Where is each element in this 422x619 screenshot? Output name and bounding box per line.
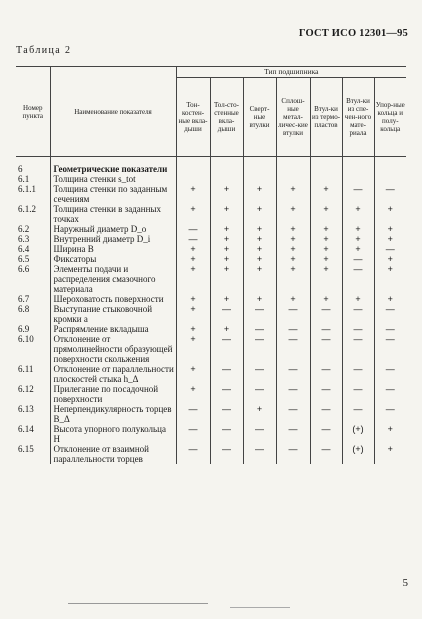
applicability-mark: — — [342, 334, 374, 364]
applicability-mark: + — [176, 324, 210, 334]
applicability-mark: — — [210, 424, 243, 444]
applicability-mark: + — [210, 294, 243, 304]
applicability-mark: + — [243, 234, 276, 244]
bearing-properties-table — [16, 66, 406, 464]
table-row — [16, 204, 406, 224]
applicability-mark: + — [176, 334, 210, 364]
applicability-mark: — — [342, 384, 374, 404]
applicability-mark: + — [210, 254, 243, 264]
applicability-mark: + — [374, 294, 406, 304]
applicability-mark: + — [176, 364, 210, 384]
row-number: 6.1.2 — [18, 204, 36, 214]
table-row — [16, 294, 406, 304]
applicability-mark: + — [176, 304, 210, 324]
table-row — [16, 184, 406, 204]
applicability-mark: — — [243, 364, 276, 384]
applicability-mark: + — [342, 224, 374, 234]
applicability-mark: — — [342, 254, 374, 264]
applicability-mark: + — [310, 184, 342, 204]
row-number: 6.10 — [18, 334, 34, 344]
applicability-mark: — — [243, 444, 276, 464]
row-name: Толщина стенки s_tot — [50, 174, 176, 184]
table-row — [16, 304, 406, 324]
applicability-mark: + — [374, 254, 406, 264]
row-name: Толщина стенки по заданным сечениям — [50, 184, 176, 204]
table-row — [16, 404, 406, 424]
footer-rule — [230, 607, 290, 609]
applicability-mark: + — [342, 234, 374, 244]
applicability-mark: + — [176, 264, 210, 294]
row-number: 6.1 — [18, 174, 30, 184]
applicability-mark: + — [276, 244, 310, 254]
row-name: Шероховатость поверхности — [50, 294, 176, 304]
applicability-mark: — — [210, 334, 243, 364]
col-header-type: Тол-сто-стенные вкла-дыши — [210, 78, 243, 157]
table-row — [16, 234, 406, 244]
applicability-mark: — — [374, 404, 406, 424]
applicability-mark: — — [243, 424, 276, 444]
applicability-mark: + — [176, 254, 210, 264]
applicability-mark: — — [210, 364, 243, 384]
row-name: Наружный диаметр D_o — [50, 224, 176, 234]
row-number: 6.9 — [18, 324, 30, 334]
applicability-mark — [243, 157, 276, 175]
row-name: Толщина стенки в заданных точках — [50, 204, 176, 224]
applicability-mark — [342, 157, 374, 175]
applicability-mark: — — [310, 334, 342, 364]
applicability-mark: + — [342, 294, 374, 304]
row-number: 6.8 — [18, 304, 30, 314]
applicability-mark — [342, 174, 374, 184]
row-number: 6.6 — [18, 264, 30, 274]
row-name: Внутренний диаметр D_i — [50, 234, 176, 244]
applicability-mark: — — [374, 244, 406, 254]
row-name: Ширина B — [50, 244, 176, 254]
applicability-mark: + — [210, 324, 243, 334]
applicability-mark: — — [374, 304, 406, 324]
applicability-mark: + — [243, 244, 276, 254]
applicability-mark: + — [176, 244, 210, 254]
row-number: 6.14 — [18, 424, 34, 434]
applicability-mark: — — [210, 404, 243, 424]
page-number: 5 — [402, 577, 408, 589]
row-name: Отклонение от взаимной параллельности торцев — [50, 444, 176, 464]
table-row — [16, 444, 406, 464]
applicability-mark: + — [276, 224, 310, 234]
document-code: ГОСТ ИСО 12301—95 — [298, 28, 408, 39]
table-row — [16, 324, 406, 334]
applicability-mark: — — [243, 384, 276, 404]
applicability-mark: — — [342, 404, 374, 424]
applicability-mark: + — [243, 294, 276, 304]
applicability-mark: + — [210, 244, 243, 254]
applicability-mark — [374, 157, 406, 175]
applicability-mark: + — [276, 264, 310, 294]
applicability-mark: — — [210, 304, 243, 324]
row-name: Отклонение от параллельности плоскостей стыка h_Δ — [50, 364, 176, 384]
applicability-mark: — — [276, 334, 310, 364]
row-number: 6.5 — [18, 254, 30, 264]
applicability-mark: + — [276, 234, 310, 244]
applicability-mark: + — [210, 184, 243, 204]
applicability-mark: — — [310, 384, 342, 404]
applicability-mark: — — [310, 404, 342, 424]
applicability-mark: + — [210, 234, 243, 244]
applicability-mark — [176, 174, 210, 184]
row-number: 6.12 — [18, 384, 34, 394]
applicability-mark: — — [276, 424, 310, 444]
row-number: 6.4 — [18, 244, 30, 254]
row-name: Распрямление вкладыша — [50, 324, 176, 334]
col-header-type: Сверт-ные втулки — [243, 78, 276, 157]
applicability-mark: — — [243, 324, 276, 334]
applicability-mark: — — [310, 424, 342, 444]
applicability-mark: — — [374, 384, 406, 404]
applicability-mark: — — [276, 304, 310, 324]
col-header-type: Втул-ки из термо-пластов — [310, 78, 342, 157]
applicability-mark: + — [176, 204, 210, 224]
applicability-mark: + — [210, 204, 243, 224]
applicability-mark: + — [210, 224, 243, 234]
applicability-mark: + — [276, 204, 310, 224]
row-name: Высота упорного полукольца H — [50, 424, 176, 444]
applicability-mark: + — [374, 444, 406, 464]
applicability-mark — [243, 174, 276, 184]
table-row — [16, 334, 406, 364]
table-row — [16, 224, 406, 234]
col-header-type: Тон-костен-ные вкла-дыши — [176, 78, 210, 157]
applicability-mark: + — [310, 224, 342, 234]
applicability-mark: + — [374, 224, 406, 234]
applicability-mark: — — [374, 334, 406, 364]
table-row — [16, 384, 406, 404]
applicability-mark: — — [243, 304, 276, 324]
applicability-mark: — — [374, 184, 406, 204]
applicability-mark: (+) — [342, 424, 374, 444]
applicability-mark: — — [276, 384, 310, 404]
applicability-mark: — — [374, 324, 406, 334]
col-header-group: Тип подшипника — [176, 67, 406, 78]
applicability-mark: + — [243, 224, 276, 234]
table-row — [16, 244, 406, 254]
applicability-mark: + — [374, 204, 406, 224]
applicability-mark: + — [243, 254, 276, 264]
applicability-mark: + — [310, 234, 342, 244]
applicability-mark — [276, 174, 310, 184]
row-number: 6.7 — [18, 294, 30, 304]
applicability-mark: + — [176, 384, 210, 404]
applicability-mark: + — [310, 254, 342, 264]
row-name: Выступание стыковочной кромки a — [50, 304, 176, 324]
applicability-mark: — — [310, 324, 342, 334]
table-body — [16, 157, 406, 465]
applicability-mark — [210, 174, 243, 184]
applicability-mark: — — [176, 424, 210, 444]
applicability-mark: — — [276, 324, 310, 334]
applicability-mark: + — [310, 294, 342, 304]
applicability-mark: — — [176, 444, 210, 464]
applicability-mark: + — [276, 294, 310, 304]
applicability-mark — [374, 174, 406, 184]
row-name: Геометрические показатели — [50, 157, 176, 175]
applicability-mark: — — [310, 444, 342, 464]
applicability-mark: + — [374, 264, 406, 294]
applicability-mark: — — [374, 364, 406, 384]
applicability-mark: — — [276, 404, 310, 424]
applicability-mark: — — [342, 324, 374, 334]
applicability-mark: + — [176, 184, 210, 204]
applicability-mark: — — [210, 444, 243, 464]
row-number: 6.3 — [18, 234, 30, 244]
applicability-mark: — — [176, 404, 210, 424]
applicability-mark — [310, 157, 342, 175]
applicability-mark: + — [243, 184, 276, 204]
table-row — [16, 424, 406, 444]
applicability-mark: + — [243, 204, 276, 224]
col-header-type: Сплош-ные метал-личес-кие втулки — [276, 78, 310, 157]
row-name: Неперпендикулярность торцев B_Δ — [50, 404, 176, 424]
table-row — [16, 254, 406, 264]
row-number: 6 — [18, 164, 23, 174]
applicability-mark: — — [342, 304, 374, 324]
applicability-mark: — — [342, 364, 374, 384]
col-header-number: Номер пункта — [16, 67, 50, 157]
applicability-mark: + — [243, 264, 276, 294]
applicability-mark: — — [243, 334, 276, 364]
applicability-mark: + — [243, 404, 276, 424]
row-name: Отклонение от прямолинейности образующей поверхности скольжения — [50, 334, 176, 364]
applicability-mark: + — [276, 254, 310, 264]
col-header-type: Втул-ки из спе-чен-ного мате-риала — [342, 78, 374, 157]
table-row — [16, 264, 406, 294]
table-row — [16, 157, 406, 175]
applicability-mark: + — [310, 264, 342, 294]
footer-rule — [68, 603, 208, 606]
applicability-mark: + — [374, 234, 406, 244]
table-row — [16, 364, 406, 384]
row-number: 6.1.1 — [18, 184, 36, 194]
applicability-mark — [276, 157, 310, 175]
applicability-mark: — — [342, 264, 374, 294]
applicability-mark — [310, 174, 342, 184]
table-caption: Таблица 2 — [16, 45, 72, 56]
applicability-mark: + — [176, 294, 210, 304]
applicability-mark: + — [342, 204, 374, 224]
applicability-mark: — — [176, 224, 210, 234]
applicability-mark: + — [276, 184, 310, 204]
applicability-mark: (+) — [342, 444, 374, 464]
row-name: Прилегание по посадочной поверхности — [50, 384, 176, 404]
row-name: Элементы подачи и распределения смазочного материала — [50, 264, 176, 294]
row-number: 6.11 — [18, 364, 34, 374]
row-number: 6.13 — [18, 404, 34, 414]
applicability-mark: + — [210, 264, 243, 294]
applicability-mark — [210, 157, 243, 175]
applicability-mark: — — [310, 364, 342, 384]
applicability-mark: — — [310, 304, 342, 324]
applicability-mark: — — [210, 384, 243, 404]
col-header-name: Наименование показателя — [50, 67, 176, 157]
applicability-mark — [176, 157, 210, 175]
applicability-mark: + — [342, 244, 374, 254]
col-header-type: Упор-ные кольца и полу-кольца — [374, 78, 406, 157]
row-number: 6.15 — [18, 444, 34, 454]
applicability-mark: + — [374, 424, 406, 444]
row-name: Фиксаторы — [50, 254, 176, 264]
table-row — [16, 174, 406, 184]
applicability-mark: + — [310, 204, 342, 224]
applicability-mark: — — [276, 444, 310, 464]
applicability-mark: — — [276, 364, 310, 384]
applicability-mark: + — [310, 244, 342, 254]
applicability-mark: — — [176, 234, 210, 244]
applicability-mark: — — [342, 184, 374, 204]
row-number: 6.2 — [18, 224, 30, 234]
